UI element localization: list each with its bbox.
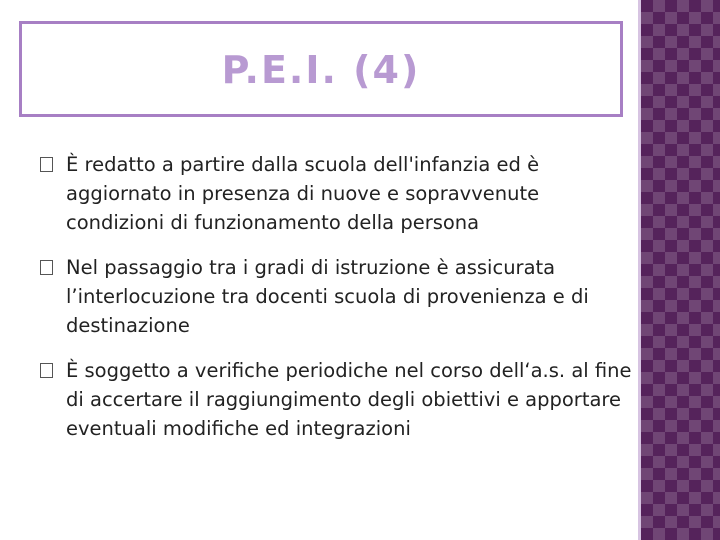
bullet-item (40, 150, 640, 237)
title-frame (19, 21, 623, 117)
slide-title: P.E.I. (4) (221, 48, 421, 92)
bullet-text: È redatto a partire dalla scuola dell'infanzia ed è aggiornato in presenza di nuove e sopravvenute condizioni di funzionamento della persona (66, 153, 540, 234)
bullet-box-icon (40, 157, 53, 172)
bullet-list (40, 150, 640, 459)
bullet-item (40, 356, 640, 443)
bullet-item (40, 253, 640, 340)
bullet-box-icon (40, 260, 53, 275)
bullet-text: È soggetto a verifiche periodiche nel corso dell‘a.s. al fine di accertare il raggiungimento degli obiettivi e apportare eventuali modifiche ed integrazioni (66, 359, 632, 440)
bullet-box-icon (40, 363, 53, 378)
bullet-text: Nel passaggio tra i gradi di istruzione è assicurata l’interlocuzione tra docenti scuola di provenienza e di destinazione (66, 256, 589, 337)
decorative-side-panel (641, 0, 720, 540)
